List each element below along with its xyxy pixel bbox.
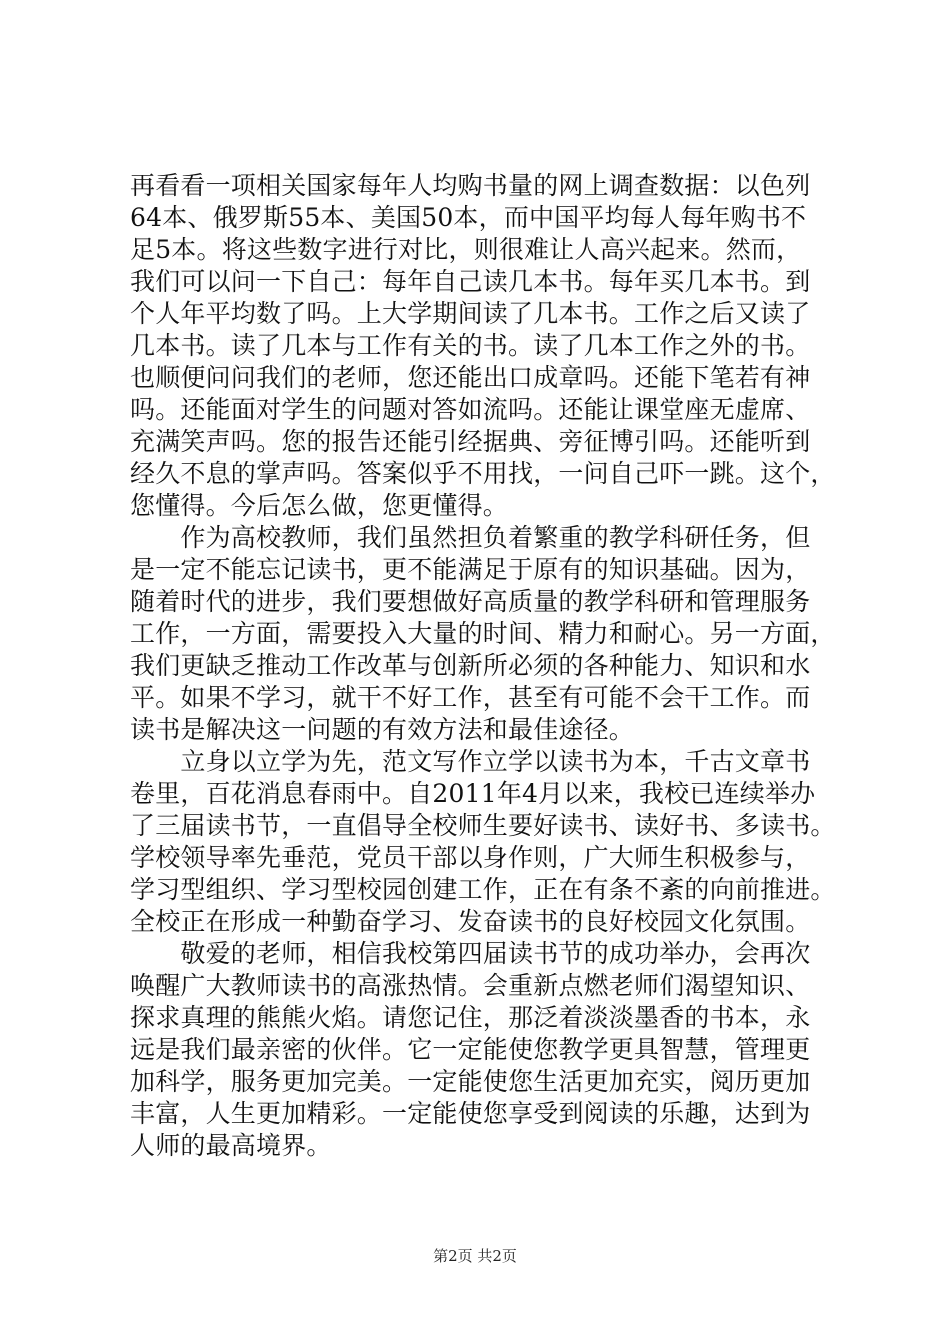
text-line: 吗。还能面对学生的问题对答如流吗。还能让课堂座无虚席、: [130, 395, 811, 424]
body-text: [130, 170, 836, 1162]
text-line: 立身以立学为先，范文写作立学以读书为本，千古文章书: [130, 747, 811, 776]
text-line: 经久不息的掌声吗。答案似乎不用找，一问自己吓一跳。这个，: [130, 459, 836, 488]
text-line: 唤醒广大教师读书的高涨热情。会重新点燃老师们渴望知识、: [130, 971, 811, 1000]
text-line: 是一定不能忘记读书，更不能满足于原有的知识基础。因为，: [130, 555, 811, 584]
text-line: 敬爱的老师，相信我校第四届读书节的成功举办，会再次: [130, 939, 811, 968]
text-line: 学校领导率先垂范，党员干部以身作则，广大师生积极参与，: [130, 843, 811, 872]
text-line: 您懂得。今后怎么做，您更懂得。: [130, 491, 509, 520]
text-line: 随着时代的进步，我们要想做好高质量的教学科研和管理服务: [130, 587, 811, 616]
text-line: 人师的最高境界。: [130, 1131, 332, 1160]
page-footer: 第2页 共2页: [433, 1247, 517, 1265]
text-line: 64本、俄罗斯55本、美国50本，而中国平均每人每年购书不: [130, 203, 807, 232]
text-line: 了三届读书节，一直倡导全校师生要好读书、读好书、多读书。: [130, 811, 836, 840]
text-line: 充满笑声吗。您的报告还能引经据典、旁征博引吗。还能听到: [130, 427, 811, 456]
text-line: 读书是解决这一问题的有效方法和最佳途径。: [130, 715, 635, 744]
text-line: 工作，一方面，需要投入大量的时间、精力和耐心。另一方面，: [130, 619, 836, 648]
text-line: 我们更缺乏推动工作改革与创新所必须的各种能力、知识和水: [130, 651, 811, 680]
text-line: 作为高校教师，我们虽然担负着繁重的教学科研任务，但: [130, 523, 811, 552]
text-line: 卷里，百花消息春雨中。自2011年4月以来，我校已连续举办: [130, 779, 816, 808]
text-line: 个人年平均数了吗。上大学期间读了几本书。工作之后又读了: [130, 299, 811, 328]
text-line: 加科学，服务更加完美。一定能使您生活更加充实，阅历更加: [130, 1067, 811, 1096]
text-line: 全校正在形成一种勤奋学习、发奋读书的良好校园文化氛围。: [130, 907, 811, 936]
text-line: 足5本。将这些数字进行对比，则很难让人高兴起来。然而，: [130, 235, 802, 264]
text-line: 远是我们最亲密的伙伴。它一定能使您教学更具智慧，管理更: [130, 1035, 811, 1064]
text-line: 几本书。读了几本与工作有关的书。读了几本工作之外的书。: [130, 331, 811, 360]
text-line: 再看看一项相关国家每年人均购书量的网上调查数据：以色列: [130, 171, 811, 200]
text-line: 探求真理的熊熊火焰。请您记住，那泛着淡淡墨香的书本，永: [130, 1003, 811, 1032]
text-line: 也顺便问问我们的老师，您还能出口成章吗。还能下笔若有神: [130, 363, 811, 392]
text-line: 平。如果不学习，就干不好工作，甚至有可能不会干工作。而: [130, 683, 811, 712]
text-line: 学习型组织、学习型校园创建工作，正在有条不紊的向前推进。: [130, 875, 836, 904]
text-line: 丰富，人生更加精彩。一定能使您享受到阅读的乐趣，达到为: [130, 1099, 811, 1128]
text-line: 我们可以问一下自己：每年自己读几本书。每年买几本书。到: [130, 267, 811, 296]
